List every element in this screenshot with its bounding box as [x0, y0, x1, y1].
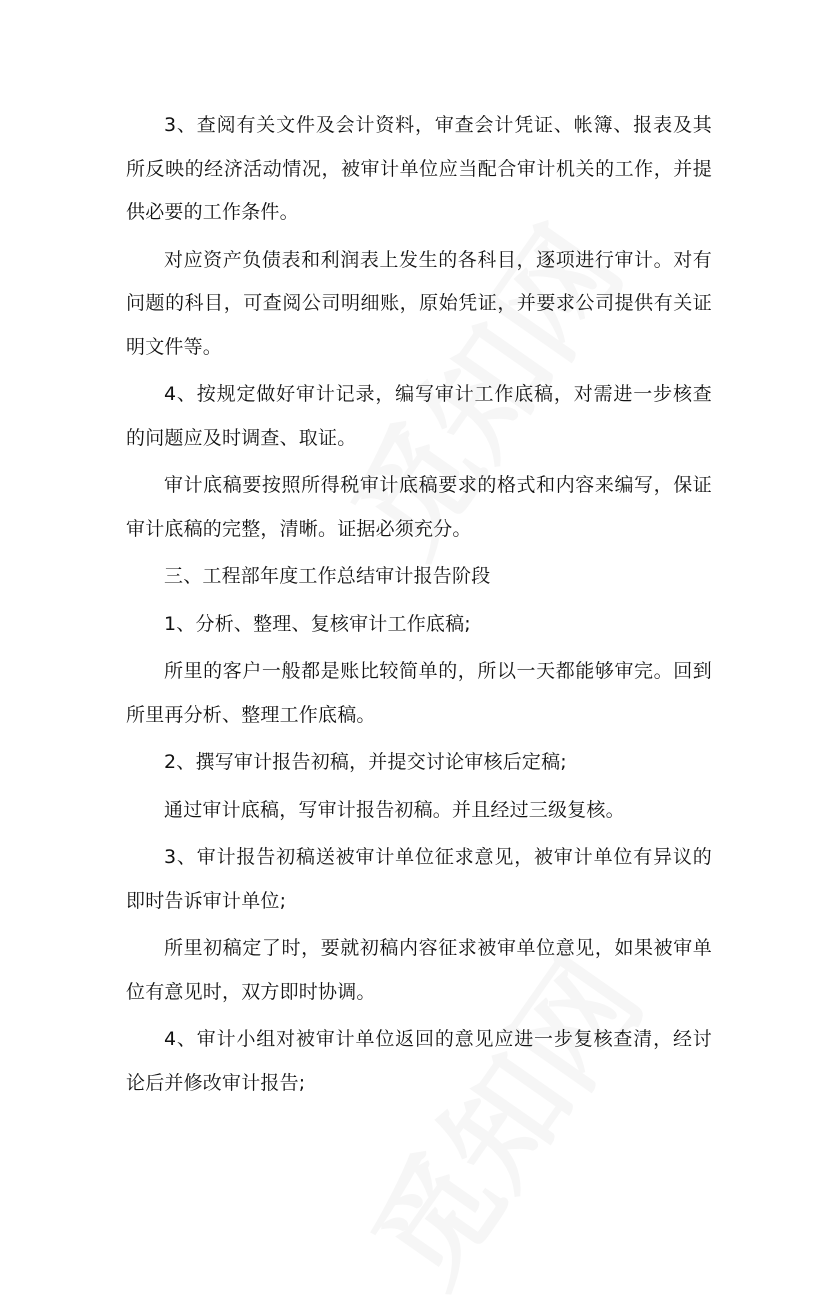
paragraph-6: 1、分析、整理、复核审计工作底稿; [164, 612, 471, 635]
paragraph-8: 2、撰写审计报告初稿，并提交讨论审核后定稿; [164, 751, 567, 773]
section-heading: 三、工程部年度工作总结审计报告阶段 [164, 565, 491, 587]
paragraph-4: 审计底稿要按照所得税审计底稿要求的格式和内容来编写，保证审计底稿的完整，清晰。证据必须充分。 [126, 474, 712, 540]
paragraph-1: 3、查阅有关文件及会计资料，审查会计凭证、帐簿、报表及其所反映的经济活动情况，被审计单位应当配合审计机关的工作，并提供必要的工作条件。 [126, 114, 712, 223]
paragraph-7: 所里的客户一般都是账比较简单的，所以一天都能够审完。回到所里再分析、整理工作底稿。 [126, 660, 712, 726]
paragraph-12: 4、审计小组对被审计单位返回的意见应进一步复核查清，经讨论后并修改审计报告; [126, 1028, 712, 1094]
paragraph-9: 通过审计底稿，写审计报告初稿。并且经过三级复核。 [164, 798, 625, 821]
paragraph-11: 所里初稿定了时，要就初稿内容征求被审单位意见，如果被审单位有意见时，双方即时协调。 [126, 937, 712, 1003]
paragraph-3: 4、按规定做好审计记录，编写审计工作底稿，对需进一步核查的问题应及时调查、取证。 [126, 383, 712, 449]
document-body [126, 104, 712, 1109]
paragraph-10: 3、审计报告初稿送被审计单位征求意见，被审计单位有异议的即时告诉审计单位; [126, 846, 712, 912]
paragraph-2: 对应资产负债表和利润表上发生的各科目，逐项进行审计。对有问题的科目，可查阅公司明细账，原始凭证，并要求公司提供有关证明文件等。 [126, 248, 712, 358]
